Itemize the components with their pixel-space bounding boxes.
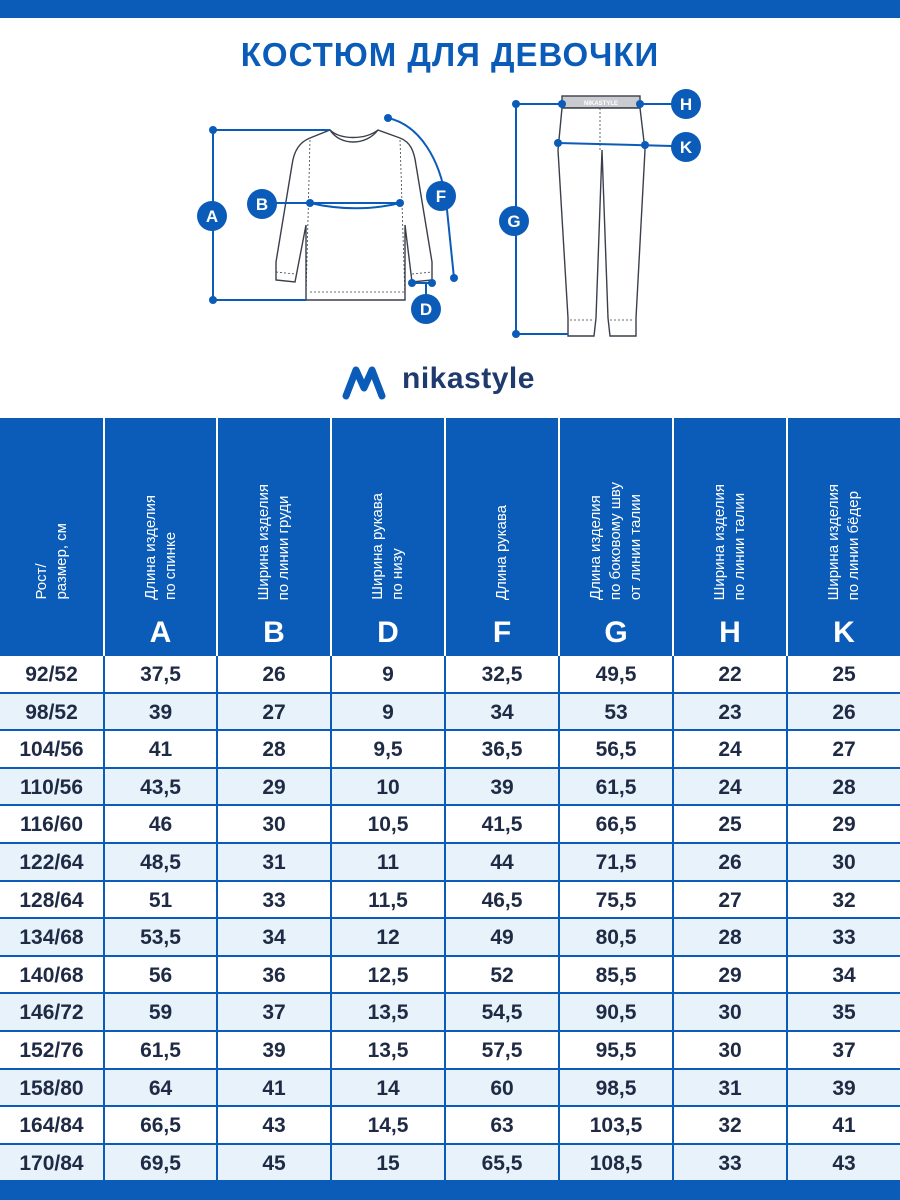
table-row — [0, 844, 900, 882]
header-label — [710, 484, 750, 600]
measurement-cell: 37,5 — [103, 656, 216, 694]
measurement-cell: 60 — [444, 1070, 558, 1108]
measurement-cell: 41 — [786, 1107, 900, 1145]
header-label — [368, 493, 408, 600]
measurement-cell: 30 — [672, 1032, 786, 1070]
measurement-cell: 75,5 — [558, 882, 672, 920]
measurement-cell: 12,5 — [330, 957, 444, 995]
measurement-cell: 39 — [216, 1032, 330, 1070]
measurement-cell: 28 — [786, 769, 900, 807]
page-title: КОСТЮМ ДЛЯ ДЕВОЧКИ — [240, 36, 660, 73]
measurement-cell: 43,5 — [103, 769, 216, 807]
measurement-cell: 37 — [216, 994, 330, 1032]
header-label — [141, 495, 181, 600]
marker-a — [197, 201, 227, 231]
measurement-cell: 33 — [216, 882, 330, 920]
measurement-cell: 25 — [672, 806, 786, 844]
header-letter: B — [263, 616, 285, 649]
measurement-cell: 52 — [444, 957, 558, 995]
measurement-cell: 41,5 — [444, 806, 558, 844]
nikastyle-logo-icon — [342, 362, 388, 402]
measurement-cell: 15 — [330, 1145, 444, 1183]
measurement-cell: 39 — [444, 769, 558, 807]
measurement-cell: 32 — [786, 882, 900, 920]
measurement-cell: 57,5 — [444, 1032, 558, 1070]
size-cell: 122/64 — [0, 844, 103, 882]
marker-h — [671, 89, 701, 119]
measurement-cell: 64 — [103, 1070, 216, 1108]
marker-d-label: D — [419, 300, 433, 319]
measurement-cell: 33 — [672, 1145, 786, 1183]
measurement-cell: 48,5 — [103, 844, 216, 882]
measurement-cell: 14 — [330, 1070, 444, 1108]
measurement-cell: 9 — [330, 656, 444, 694]
table-row — [0, 919, 900, 957]
marker-f — [426, 181, 456, 211]
header-label-line: по спинке — [161, 532, 179, 600]
bottom-accent-bar — [0, 1182, 900, 1200]
size-cell: 140/68 — [0, 957, 103, 995]
measurement-cell: 9,5 — [330, 731, 444, 769]
measurement-cell: 27 — [786, 731, 900, 769]
header-cell-1 — [103, 418, 216, 656]
header-letter: H — [719, 616, 741, 649]
marker-k-label: K — [679, 138, 693, 157]
measurement-cell: 53 — [558, 694, 672, 732]
measurement-cell: 23 — [672, 694, 786, 732]
measurement-cell: 25 — [786, 656, 900, 694]
marker-k — [671, 132, 701, 162]
measurement-cell: 24 — [672, 731, 786, 769]
header-label-line: Ширина изделия — [711, 483, 728, 600]
measurement-cell: 30 — [216, 806, 330, 844]
header-label — [254, 484, 294, 600]
measurement-cell: 66,5 — [103, 1107, 216, 1145]
measurement-cell: 108,5 — [558, 1145, 672, 1183]
table-row — [0, 806, 900, 844]
size-table-header — [0, 418, 900, 656]
measurement-cell: 27 — [216, 694, 330, 732]
measurement-cell: 37 — [786, 1032, 900, 1070]
header-label — [824, 484, 864, 600]
header-label-line: Длина изделия — [141, 495, 159, 600]
header-cell-3 — [330, 418, 444, 656]
table-row — [0, 656, 900, 694]
header-letter: G — [604, 616, 628, 649]
measurement-cell: 90,5 — [558, 994, 672, 1032]
measurement-cell: 95,5 — [558, 1032, 672, 1070]
measurement-cell: 43 — [216, 1107, 330, 1145]
measurement-cell: 28 — [216, 731, 330, 769]
measurement-cell: 31 — [672, 1070, 786, 1108]
header-label-line: от линии талии — [627, 494, 644, 600]
measurement-cell: 35 — [786, 994, 900, 1032]
header-label — [32, 523, 72, 600]
table-row — [0, 1032, 900, 1070]
header-label-line: размер, см — [52, 523, 70, 600]
measurement-cell: 36,5 — [444, 731, 558, 769]
table-row — [0, 1145, 900, 1183]
table-row — [0, 731, 900, 769]
measurement-cell: 10,5 — [330, 806, 444, 844]
size-cell: 134/68 — [0, 919, 103, 957]
header-letter: A — [149, 616, 172, 649]
measurement-cell: 69,5 — [103, 1145, 216, 1183]
measurement-cell: 11,5 — [330, 882, 444, 920]
brand-logo — [340, 360, 580, 404]
header-label-line: Длина рукава — [493, 504, 510, 600]
header-label-line: Ширина изделия — [255, 483, 272, 600]
measurement-cell: 39 — [103, 694, 216, 732]
measurement-cell: 43 — [786, 1145, 900, 1183]
size-cell: 92/52 — [0, 656, 103, 694]
measurement-cell: 56,5 — [558, 731, 672, 769]
header-cell-6 — [672, 418, 786, 656]
marker-h-label: H — [679, 95, 693, 114]
measurement-cell: 80,5 — [558, 919, 672, 957]
measurement-cell: 30 — [672, 994, 786, 1032]
waistband-text: NIKASTYLE — [583, 101, 619, 107]
measurement-cell: 46 — [103, 806, 216, 844]
measurement-cell: 56 — [103, 957, 216, 995]
marker-g — [499, 206, 529, 236]
garment-diagram — [0, 0, 900, 360]
measurement-cell: 53,5 — [103, 919, 216, 957]
table-row — [0, 1107, 900, 1145]
measurement-cell: 49,5 — [558, 656, 672, 694]
measurement-cell: 61,5 — [558, 769, 672, 807]
header-label-line: Ширина изделия — [825, 483, 842, 600]
header-cell-5 — [558, 418, 672, 656]
measurement-cell: 26 — [216, 656, 330, 694]
size-cell: 146/72 — [0, 994, 103, 1032]
size-cell: 98/52 — [0, 694, 103, 732]
header-label — [492, 505, 512, 600]
measurement-cell: 22 — [672, 656, 786, 694]
table-row — [0, 957, 900, 995]
header-letter: F — [492, 616, 512, 649]
measurement-cell: 24 — [672, 769, 786, 807]
size-cell: 152/76 — [0, 1032, 103, 1070]
header-letter: K — [833, 616, 855, 649]
measurement-cell: 34 — [786, 957, 900, 995]
header-label-line: по боковому шву — [607, 481, 624, 600]
measurement-cell: 49 — [444, 919, 558, 957]
marker-b-label: B — [255, 195, 269, 214]
marker-b — [247, 189, 277, 219]
measurement-cell: 59 — [103, 994, 216, 1032]
table-row — [0, 882, 900, 920]
header-cell-2 — [216, 418, 330, 656]
measurement-cell: 65,5 — [444, 1145, 558, 1183]
measurement-cell: 32,5 — [444, 656, 558, 694]
measurement-cell: 31 — [216, 844, 330, 882]
table-row — [0, 694, 900, 732]
header-label-line: по линии талии — [731, 492, 748, 600]
header-label — [586, 482, 646, 600]
measurement-cell: 36 — [216, 957, 330, 995]
measurement-cell: 71,5 — [558, 844, 672, 882]
header-label-line: по низу — [389, 548, 406, 600]
measurement-cell: 29 — [672, 957, 786, 995]
measurement-cell: 34 — [444, 694, 558, 732]
measurement-cell: 63 — [444, 1107, 558, 1145]
measurement-cell: 11 — [330, 844, 444, 882]
measurement-cell: 26 — [786, 694, 900, 732]
measurement-cell: 44 — [444, 844, 558, 882]
measurement-cell: 32 — [672, 1107, 786, 1145]
size-cell: 116/60 — [0, 806, 103, 844]
header-label-line: Длина изделия — [587, 495, 604, 600]
header-letter: D — [377, 616, 399, 649]
header-cell-4 — [444, 418, 558, 656]
header-label-line: по линии груди — [275, 495, 292, 600]
measurement-cell: 33 — [786, 919, 900, 957]
size-cell: 164/84 — [0, 1107, 103, 1145]
bottom-garment-illustration — [558, 96, 645, 336]
marker-d — [411, 294, 441, 324]
measurement-cell: 13,5 — [330, 994, 444, 1032]
measurement-cell: 9 — [330, 694, 444, 732]
header-cell-0 — [0, 418, 103, 656]
measurement-cell: 41 — [216, 1070, 330, 1108]
table-row — [0, 1070, 900, 1108]
measurement-cell: 30 — [786, 844, 900, 882]
brand-name: nikastyle — [402, 362, 535, 395]
size-cell: 158/80 — [0, 1070, 103, 1108]
measurement-cell: 28 — [672, 919, 786, 957]
measurement-cell: 54,5 — [444, 994, 558, 1032]
measurement-cell: 85,5 — [558, 957, 672, 995]
size-cell: 170/84 — [0, 1145, 103, 1183]
size-cell: 110/56 — [0, 769, 103, 807]
measurement-cell: 51 — [103, 882, 216, 920]
header-cell-7 — [786, 418, 900, 656]
measurement-cell: 61,5 — [103, 1032, 216, 1070]
table-row — [0, 769, 900, 807]
measurement-cell: 29 — [216, 769, 330, 807]
measurement-cell: 41 — [103, 731, 216, 769]
measurement-cell: 14,5 — [330, 1107, 444, 1145]
measurement-cell: 10 — [330, 769, 444, 807]
header-label-line: по линии бёдер — [845, 490, 862, 600]
measurement-cell: 26 — [672, 844, 786, 882]
measurement-cell: 27 — [672, 882, 786, 920]
measurement-cell: 98,5 — [558, 1070, 672, 1108]
size-cell: 128/64 — [0, 882, 103, 920]
measurement-cell: 46,5 — [444, 882, 558, 920]
header-label-line: Рост/ — [32, 563, 50, 600]
header-label-line: Ширина рукава — [369, 493, 386, 600]
marker-f-label: F — [435, 187, 447, 206]
measurement-cell: 34 — [216, 919, 330, 957]
table-row — [0, 994, 900, 1032]
marker-g-label: G — [507, 212, 521, 231]
measurement-cell: 29 — [786, 806, 900, 844]
marker-a-label: A — [205, 207, 219, 226]
size-cell: 104/56 — [0, 731, 103, 769]
measurement-cell: 103,5 — [558, 1107, 672, 1145]
measurement-cell: 45 — [216, 1145, 330, 1183]
measurement-cell: 13,5 — [330, 1032, 444, 1070]
top-garment-illustration — [276, 130, 432, 300]
measurement-cell: 39 — [786, 1070, 900, 1108]
measurement-cell: 12 — [330, 919, 444, 957]
measurement-cell: 66,5 — [558, 806, 672, 844]
